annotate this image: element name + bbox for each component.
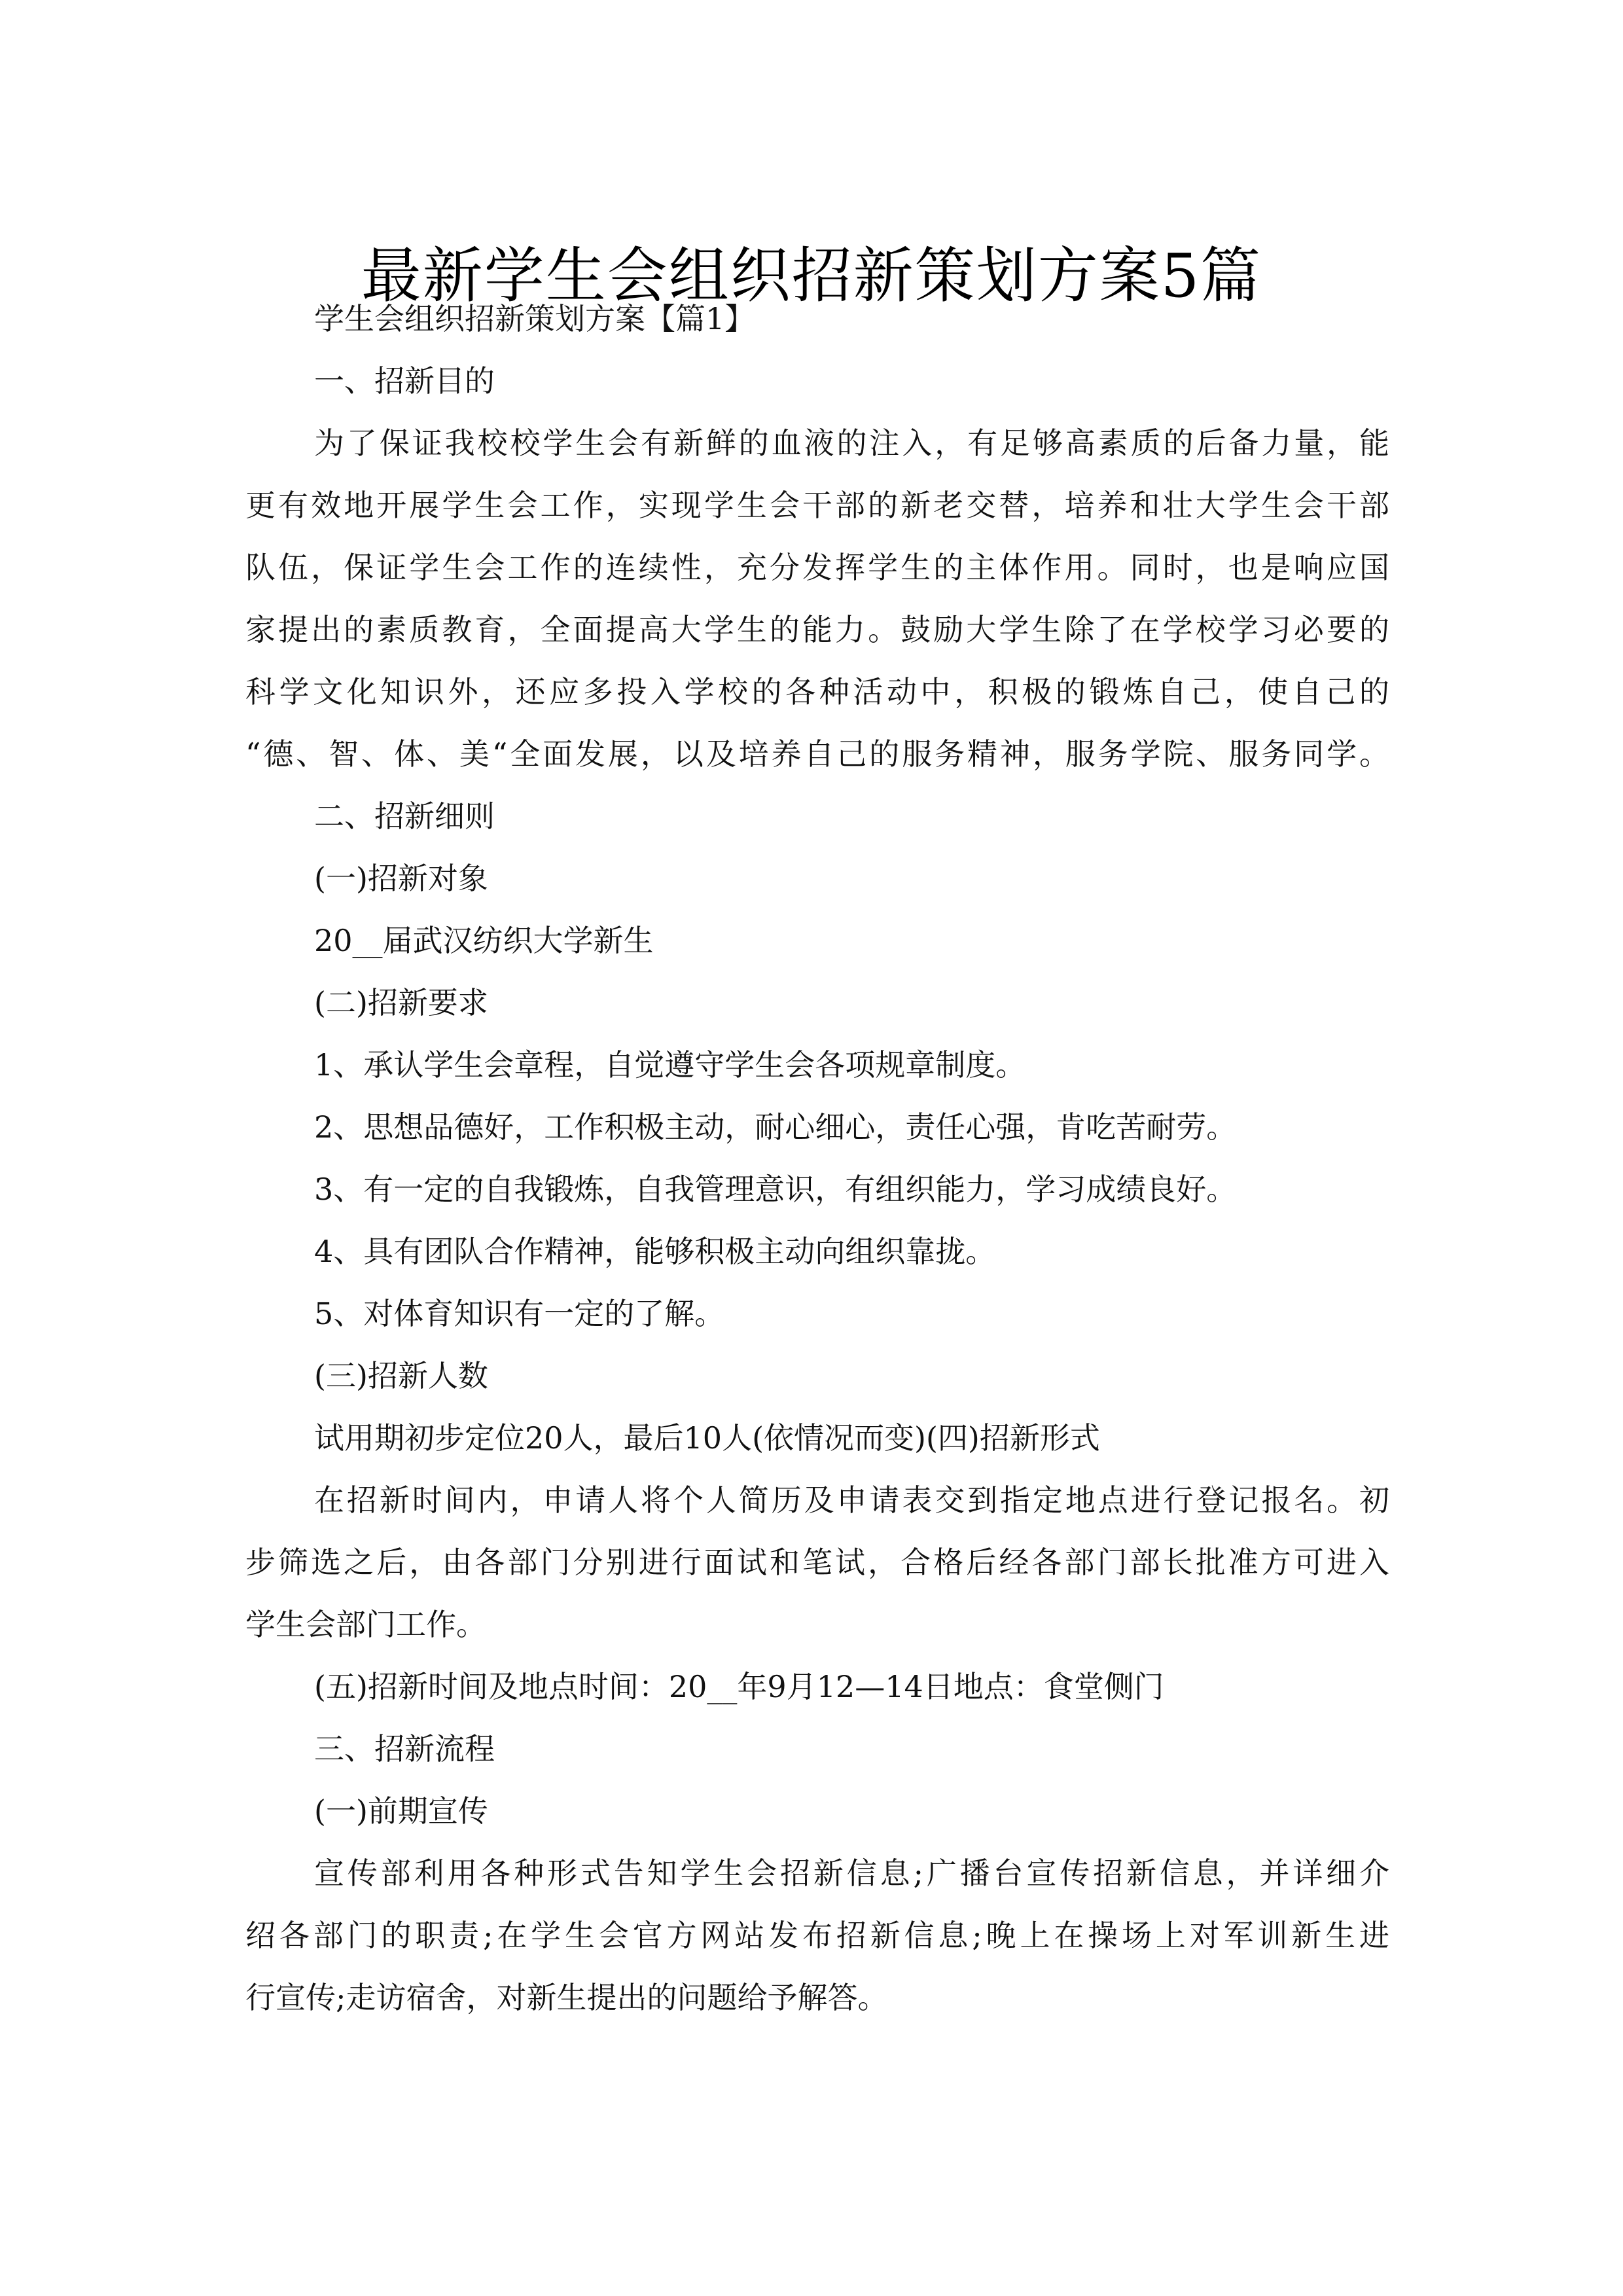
text-line: 一、招新目的 (314, 363, 495, 399)
text-line: 2、思想品德好，工作积极主动，耐心细心，责任心强，肯吃苦耐劳。 (314, 1109, 1237, 1145)
text-line: 三、招新流程 (314, 1731, 495, 1767)
text-line: 宣传部利用各种形式告知学生会招新信息;广播台宣传招新信息，并详细介 (314, 1856, 1389, 1891)
text-line: 20__届武汉纺织大学新生 (314, 923, 654, 958)
text-line: (一)招新对象 (314, 861, 488, 896)
text-line: 1、承认学生会章程，自觉遵守学生会各项规章制度。 (314, 1047, 1026, 1083)
text-line: 为了保证我校校学生会有新鲜的血液的注入，有足够高素质的后备力量，能 (314, 425, 1389, 461)
text-line: (五)招新时间及地点时间：20__年9月12—14日地点：食堂侧门 (314, 1669, 1164, 1704)
text-line: 科学文化知识外，还应多投入学校的各种活动中，积极的锻炼自己，使自己的 (245, 674, 1389, 709)
text-line: (一)前期宣传 (314, 1793, 488, 1829)
text-line: 在招新时间内，申请人将个人简历及申请表交到指定地点进行登记报名。初 (314, 1482, 1389, 1518)
text-line: (二)招新要求 (314, 985, 488, 1020)
text-line: 队伍，保证学生会工作的连续性，充分发挥学生的主体作用。同时，也是响应国 (245, 550, 1389, 585)
text-line: 行宣传;走访宿舍，对新生提出的问题给予解答。 (245, 1980, 888, 2015)
text-line: 3、有一定的自我锻炼，自我管理意识，有组织能力，学习成绩良好。 (314, 1172, 1237, 1207)
text-line: 步筛选之后，由各部门分别进行面试和笔试，合格后经各部门部长批准方可进入 (245, 1545, 1389, 1580)
text-line: 二、招新细则 (314, 798, 495, 834)
document-body (245, 288, 1389, 2029)
text-line: 家提出的素质教育，全面提高大学生的能力。鼓励大学生除了在学校学习必要的 (245, 612, 1389, 647)
text-line: 5、对体育知识有一定的了解。 (314, 1296, 725, 1331)
text-line: 学生会部门工作。 (245, 1607, 486, 1642)
document-title: 最新学生会组织招新策划方案5篇 (361, 240, 1262, 311)
text-line: (三)招新人数 (314, 1358, 488, 1393)
text-line: 绍各部门的职责;在学生会官方网站发布招新信息;晚上在操场上对军训新生进 (245, 1918, 1389, 1953)
text-line: “德、智、体、美“全面发展，以及培养自己的服务精神，服务学院、服务同学。 (245, 736, 1389, 772)
text-line: 试用期初步定位20人，最后10人(依情况而变)(四)招新形式 (314, 1420, 1100, 1456)
text-line: 4、具有团队合作精神，能够积极主动向组织靠拢。 (314, 1234, 996, 1269)
text-line: 学生会组织招新策划方案【篇1】 (314, 301, 755, 336)
text-line: 更有效地开展学生会工作，实现学生会干部的新老交替，培养和壮大学生会干部 (245, 488, 1389, 523)
